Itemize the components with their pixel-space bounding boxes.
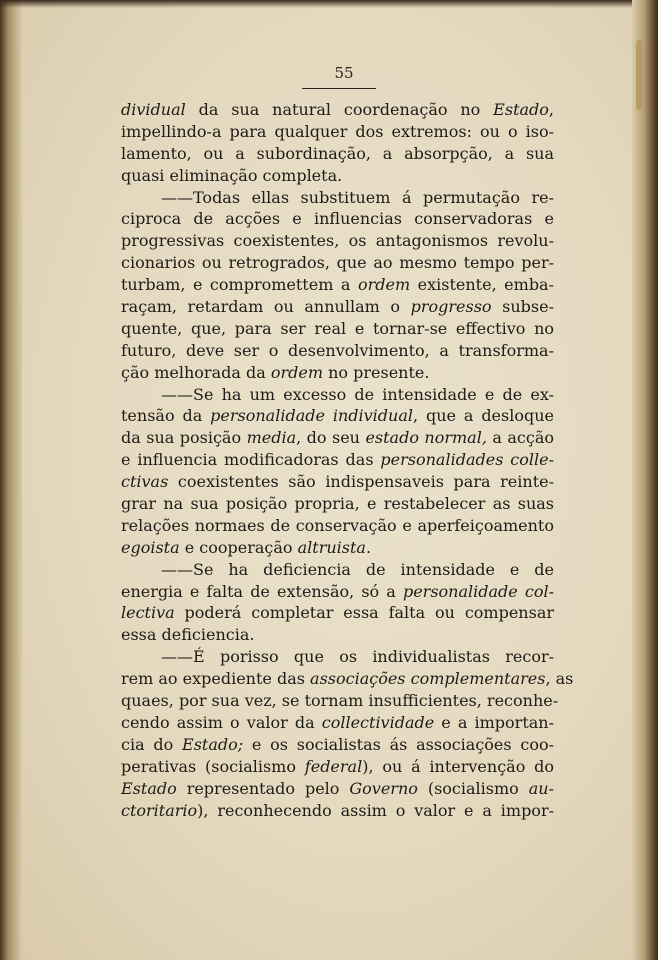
italic-text: lectiva: [121, 603, 175, 623]
italic-text: dividual: [121, 100, 186, 119]
text-line: [121, 734, 554, 756]
text-run: ——Se ha um excesso de intensidade e de ex-: [161, 384, 554, 404]
text-line: [121, 778, 554, 800]
text-line: [121, 602, 554, 624]
text-line: [121, 712, 554, 734]
text-line: [121, 471, 554, 493]
italic-text: personalidades colle-: [380, 450, 554, 470]
header-rule: [302, 88, 376, 89]
text-run: raçam, retardam ou annullam o: [121, 297, 411, 317]
text-line: [121, 427, 554, 449]
text-run: , do seu: [296, 428, 366, 448]
text-run: (socialismo: [417, 778, 529, 798]
text-line: [121, 493, 554, 515]
text-run: e a importan-: [434, 712, 554, 732]
italic-text: associações complementares: [310, 669, 546, 689]
text-run: ——É porisso que os individualistas recor-: [161, 647, 554, 667]
text-run: subse-: [491, 297, 554, 317]
text-line: [121, 668, 574, 690]
text-run: ——Se ha deficiencia de intensidade e de: [161, 559, 554, 579]
text-run: ção melhorada da: [121, 362, 271, 382]
text-line: [121, 800, 554, 822]
text-run: tensão da: [121, 406, 211, 426]
text-run: .: [365, 537, 372, 557]
text-line: [121, 143, 554, 165]
text-line: [121, 318, 554, 340]
italic-text: estado normal,: [365, 428, 487, 448]
italic-text: Estado: [121, 778, 177, 798]
italic-text: Estado: [493, 100, 549, 119]
text-line: [121, 537, 554, 559]
italic-text: progresso: [410, 297, 492, 317]
text-line: [121, 405, 554, 427]
text-run: e cooperação: [179, 537, 298, 557]
text-run: progressivas coexistentes, os antagonismos revolu-: [121, 231, 554, 251]
italic-text: federal: [304, 756, 363, 776]
italic-text: ctoritario: [121, 800, 198, 820]
body-text: [121, 99, 574, 821]
text-run: da sua natural coordenação no: [185, 100, 494, 119]
italic-text: egoista: [121, 537, 180, 557]
text-run: ——Todas ellas substituem á permutação re-: [161, 187, 554, 207]
text-line: [121, 624, 554, 646]
text-run: cendo assim o valor da: [121, 712, 322, 732]
text-run: ), ou á intervenção do: [362, 756, 555, 776]
text-run: ), reconhecendo assim o valor e a impor-: [197, 800, 554, 820]
text-run: cionarios ou retrogrados, que ao mesmo tempo per-: [121, 253, 554, 273]
text-run: futuro, deve ser o desenvolvimento, a transforma-: [121, 340, 554, 360]
text-line: [121, 756, 554, 778]
text-run: e os socialistas ás associações coo-: [243, 734, 555, 754]
text-run: a acção: [486, 428, 555, 448]
text-line: [121, 208, 554, 230]
text-line: [121, 515, 554, 537]
italic-text: collectividade: [321, 712, 435, 732]
text-run: lamento, ou a subordinação, a absorpção, a sua: [121, 143, 554, 163]
text-run: coexistentes são indispensaveis para reinte-: [168, 472, 554, 492]
page-right-edge: [632, 0, 658, 960]
text-run: quaes, por sua vez, se tornam insufficientes, reconhe-: [121, 691, 559, 711]
text-run: ciproca de acções e influencias conservadoras e: [121, 209, 554, 229]
text-line: [121, 165, 554, 187]
italic-text: au-: [528, 778, 555, 798]
text-run: existente, emba-: [410, 275, 555, 295]
text-line: [121, 384, 554, 406]
text-run: relações normaes de conservação e aperfeiçoamento: [121, 515, 554, 535]
text-run: perativas (socialismo: [121, 756, 305, 776]
text-line: [121, 559, 554, 581]
italic-text: altruista: [297, 537, 366, 557]
text-run: turbam, e compromettem a: [121, 275, 358, 295]
text-line: [121, 252, 554, 274]
text-line: [121, 230, 554, 252]
text-run: ,: [548, 100, 554, 119]
text-line: [121, 581, 554, 603]
text-run: cia do: [121, 734, 183, 754]
italic-text: ordem: [357, 275, 411, 295]
text-run: poderá completar essa falta ou compensar: [174, 603, 554, 623]
italic-text: media: [246, 428, 297, 448]
italic-text: Estado;: [182, 734, 244, 754]
text-run: , as: [545, 669, 574, 689]
text-line: [121, 121, 554, 143]
text-line: [121, 449, 554, 471]
text-run: energia e falta de extensão, só a: [121, 581, 403, 601]
text-run: representado pelo: [176, 778, 350, 798]
text-line: [121, 340, 554, 362]
text-run: no presente.: [323, 362, 430, 382]
text-line: [121, 690, 559, 712]
italic-text: ordem: [270, 362, 324, 382]
text-run: rem ao expediente das: [121, 669, 311, 689]
page-top-shadow: [0, 0, 658, 8]
text-run: e influencia modificadoras das: [121, 450, 381, 470]
italic-text: Governo: [349, 778, 418, 798]
text-line: [121, 274, 554, 296]
text-line: [121, 187, 554, 209]
text-run: da sua posição: [121, 428, 247, 448]
text-run: quente, que, para ser real e tornar-se effectivo no: [121, 318, 554, 338]
text-run: , que a desloque: [412, 406, 555, 426]
text-line: [121, 296, 554, 318]
text-run: quasi eliminação completa.: [121, 165, 343, 185]
text-line: [121, 646, 554, 668]
text-run: grar na sua posição propria, e restabelecer as suas: [121, 494, 554, 514]
italic-text: personalidade col-: [402, 581, 554, 601]
page-number: 55: [334, 64, 354, 82]
text-line: [121, 99, 554, 121]
italic-text: personalidade individual: [210, 406, 413, 426]
italic-text: ctivas: [121, 472, 169, 492]
text-line: [121, 362, 554, 384]
text-run: impellindo-a para qualquer dos extremos: ou o iso-: [121, 121, 554, 141]
book-gutter: [0, 0, 22, 960]
text-run: essa deficiencia.: [121, 625, 255, 645]
